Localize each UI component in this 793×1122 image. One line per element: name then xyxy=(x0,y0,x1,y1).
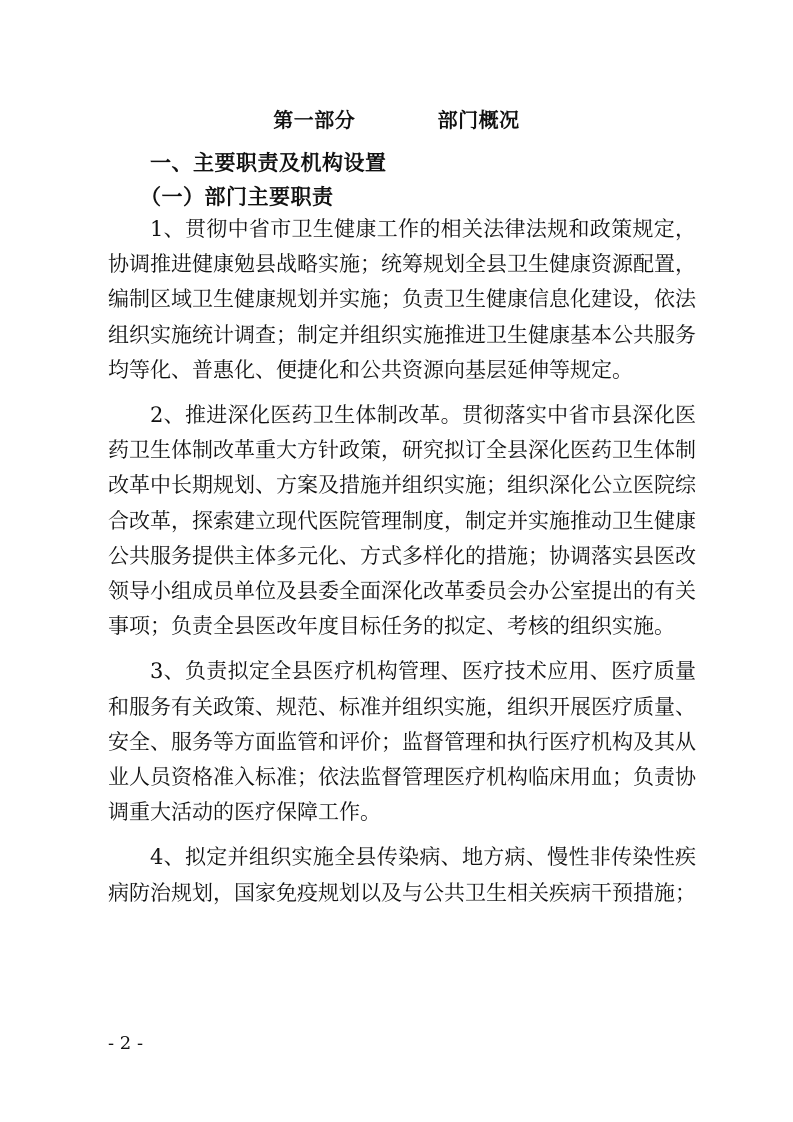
paragraph-2: 2、推进深化医药卫生体制改革。贯彻落实中省市县深化医药卫生体制改革重大方针政策，研究拟订全县深化医药卫生体制改革中长期规划、方案及措施并组织实施；组织深化公立医院综合改革，探索建立现代医院管理制度，制定并实施推动卫生健康公共服务提供主体多元化、方式多样化的措施；协调落实县医改领导小组成员单位及县委全面深化改革委员会办公室提出的有关事项；负责全县医改年度目标任务的拟定、考核的组织实施。 xyxy=(108,403,696,639)
part-title: 第一部分 部门概况 xyxy=(273,108,520,132)
section-heading: 一、主要职责及机构设置 xyxy=(150,151,387,175)
paragraph-4: 4、拟定并组织实施全县传染病、地方病、慢性非传染性疾病防治规划，国家免疫规划以及与公共卫生相关疾病干预措施； xyxy=(108,845,696,905)
subsection-heading: （一）部门主要职责 xyxy=(140,185,334,209)
paragraph-1: 1、贯彻中省市卫生健康工作的相关法律法规和政策规定，协调推进健康勉县战略实施；统筹规划全县卫生健康资源配置，编制区域卫生健康规划并实施；负责卫生健康信息化建设，依法组织实施统计调查；制定并组织实施推进卫生健康基本公共服务均等化、普惠化、便捷化和公共资源向基层延伸等规定。 xyxy=(108,217,696,382)
page-number: - 2 - xyxy=(108,1033,144,1054)
body-text xyxy=(108,212,696,921)
paragraph-3: 3、负责拟定全县医疗机构管理、医疗技术应用、医疗质量和服务有关政策、规范、标准并组织实施，组织开展医疗质量、安全、服务等方面监管和评价；监督管理和执行医疗机构及其从业人员资格准入标准；依法监督管理医疗机构临床用血；负责协调重大活动的医疗保障工作。 xyxy=(108,659,696,825)
